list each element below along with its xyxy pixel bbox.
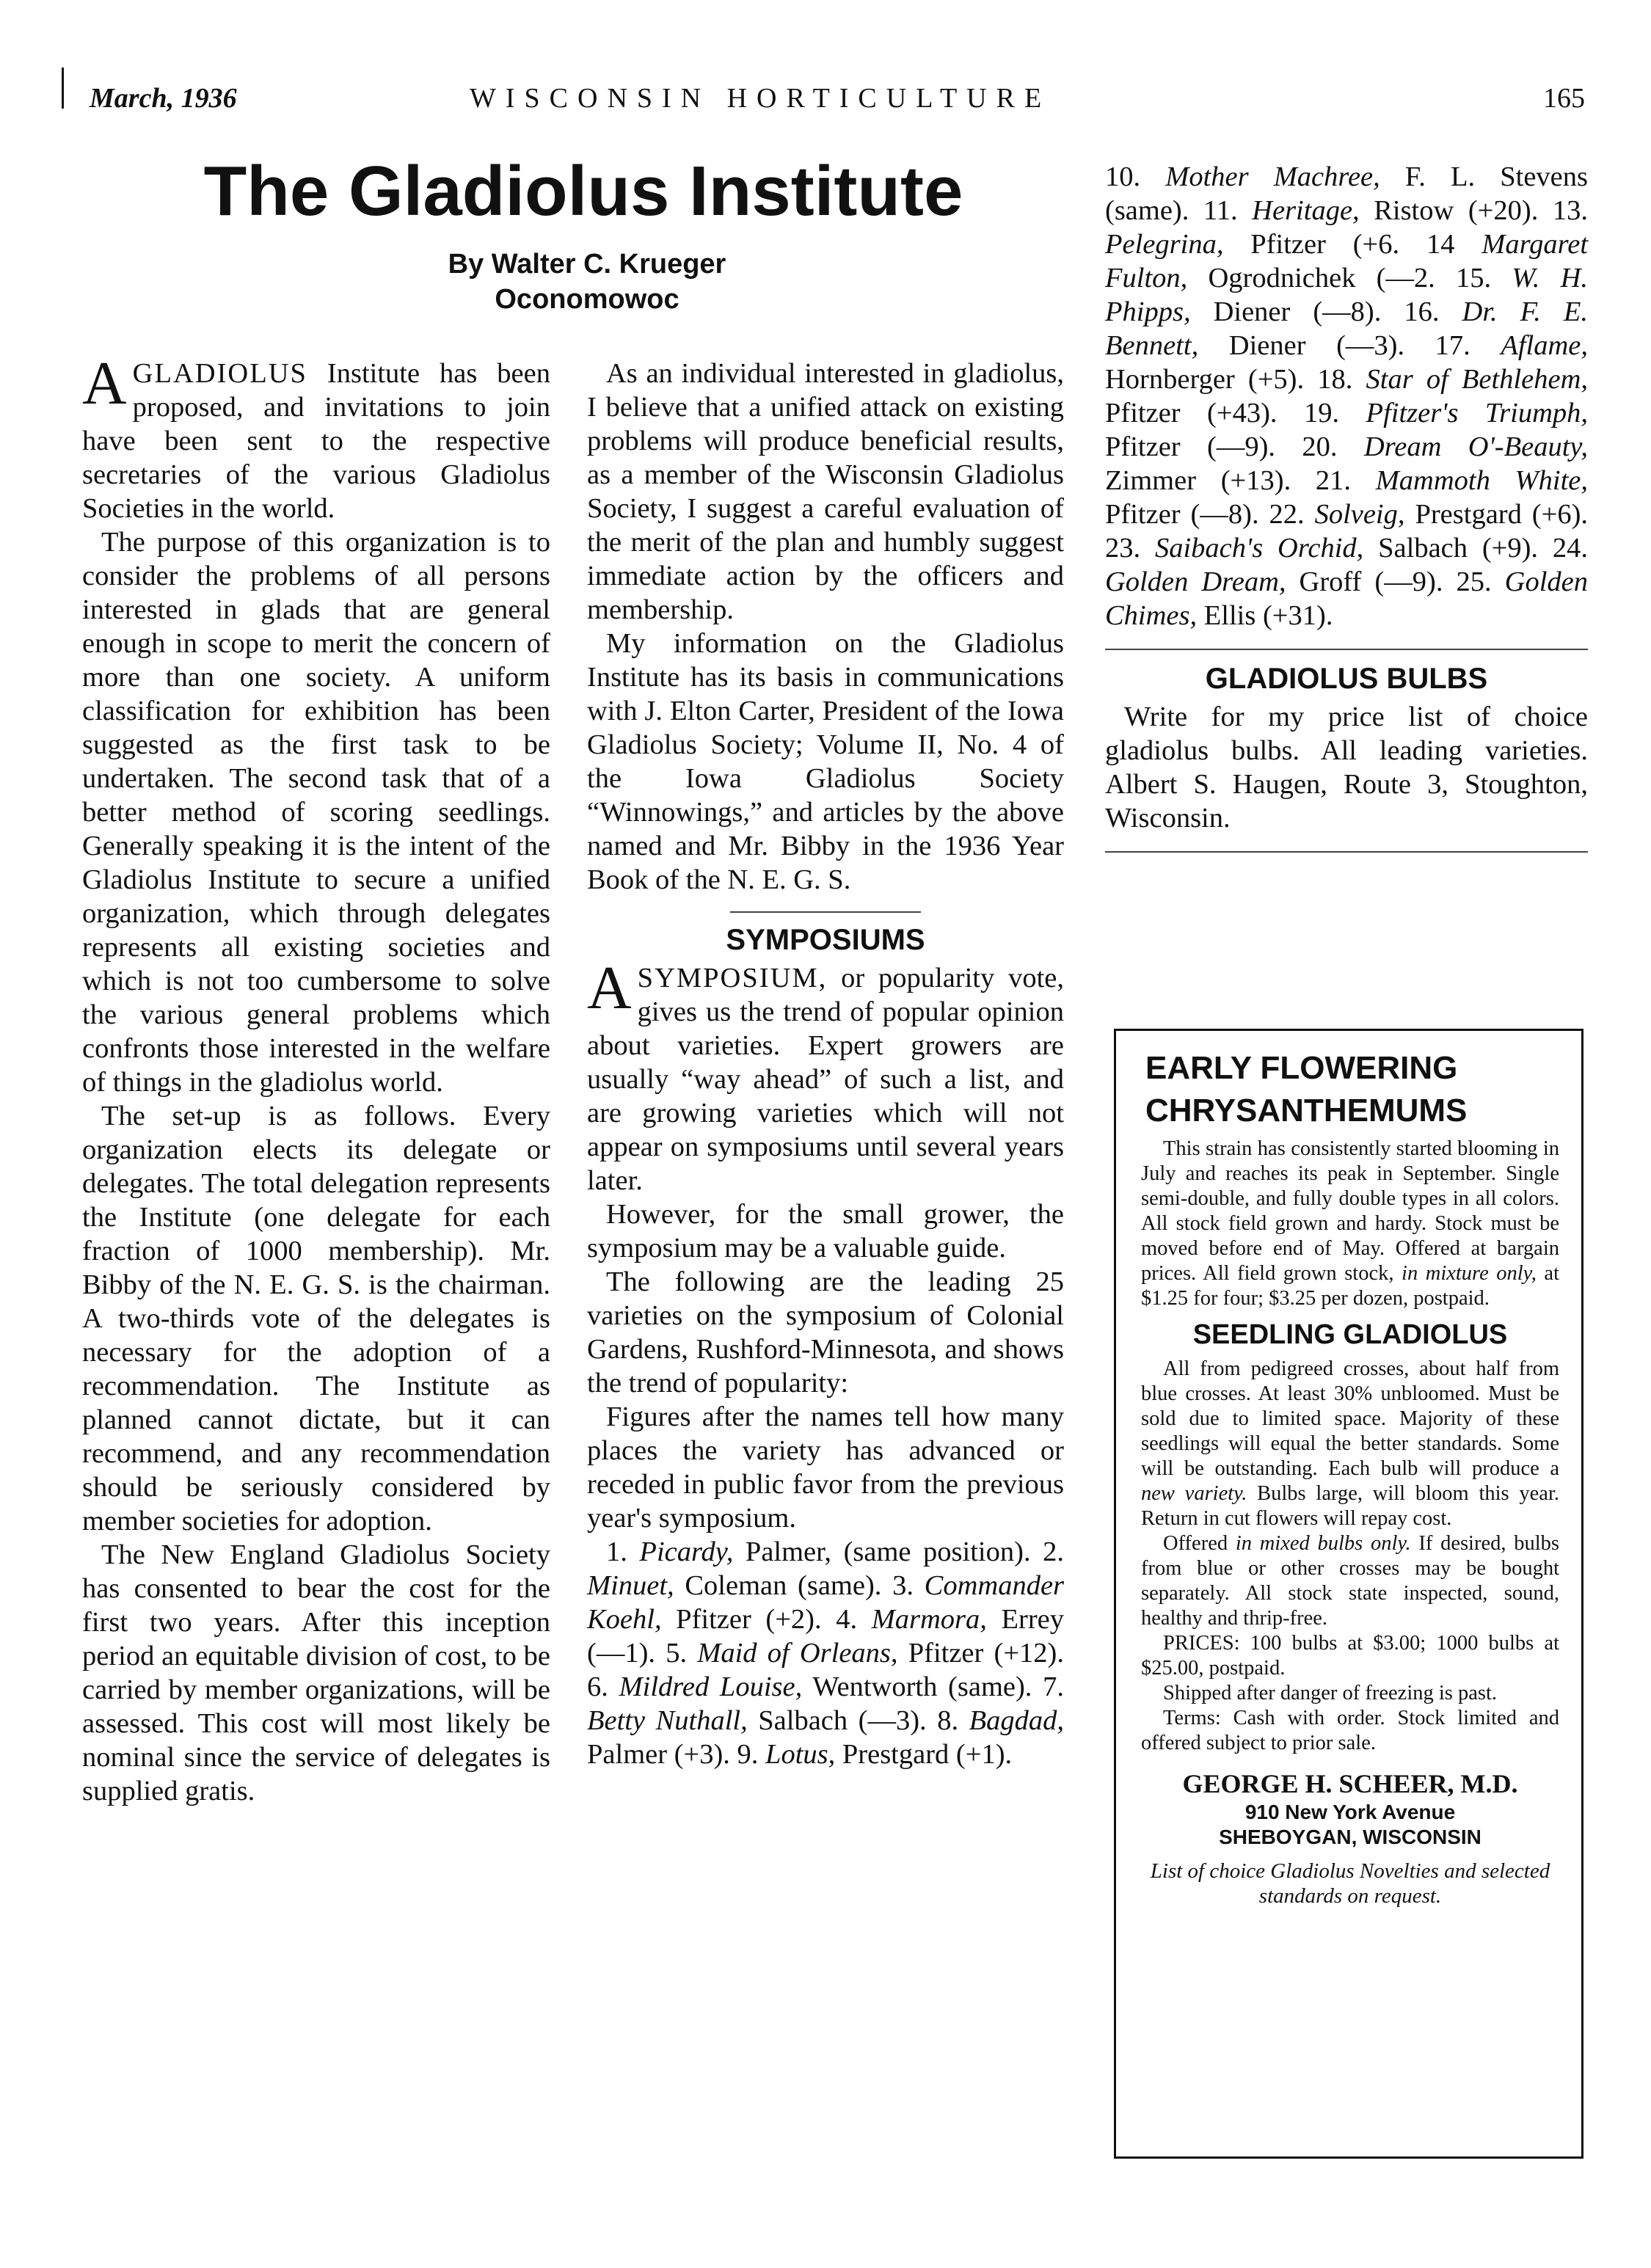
variety-entry: 13. Pelegrina, Pfitzer (+6. — [1105, 195, 1589, 260]
article-column-1 — [82, 349, 550, 1808]
drop-cap: A — [587, 954, 632, 1022]
paragraph: The purpose of this organization is to consider the problems of all persons interested in glads that are general enough in scope to merit the concern of more than one society. A uniform classification for exhibition has been suggested as the first task to be undertaken. The second task that of a better method of scoring seedlings. Generally speaking it is the intent of the Gladiolus Institute to secure a unified organization, which through delegates represents all existing societies and which is not too cumbersome to solve the various general problems which confronts those interested in the welfare of things in the gladiolus world. — [82, 527, 550, 1098]
variety-entry: 20. Dream O'-Beauty, Zimmer (+13). — [1105, 431, 1589, 496]
advertiser-city: SHEBOYGAN, WISCONSIN — [1219, 1826, 1481, 1848]
bulbs-ad-heading: GLADIOLUS BULBS — [1205, 663, 1488, 695]
article-column-2 — [587, 357, 1064, 1771]
variety-entry: 25. Golden Chimes, Ellis (+31). — [1105, 566, 1588, 631]
variety-entry: 22. Solveig, Prestgard (+6). — [1269, 499, 1589, 530]
byline — [367, 247, 807, 317]
paragraph: AGLADIOLUS Institute has been proposed, and invitations to join have been sent to the respective secretaries of the various Gladiolus Societies in the world. — [82, 349, 550, 524]
ad-title: EARLY FLOWERING CHRYSANTHEMUMS — [1145, 1050, 1468, 1128]
variety-entry: 10. Mother Machree, F. L. Stevens (same). — [1105, 161, 1588, 226]
variety-entry: 6. Mildred Louise, Wentworth (same). — [587, 1671, 1043, 1702]
seedling-heading: SEEDLING GLADIOLUS — [1192, 1319, 1508, 1350]
ad-paragraph: This strain has consistently started blooming in July and reaches its peak in September. Single semi-double, and fully double types in all colors. All stock field grown and hardy. Stock must be moved before end of May. Offered at bargain prices. All field grown stock, in mixture only, at $1.25 for four; $3.25 per dozen, postpaid. — [1141, 1137, 1559, 1310]
ad-paragraph: All from pedigreed crosses, about half from blue crosses. At least 30% unbloomed. Must be sold due to limited space. Majority of these seedlings will equal the better standards. Some will be outstanding. Each bulb will produce a new variety. Bulbs large, will bloom this year. Return in cut flowers will repay cost. — [1141, 1357, 1559, 1530]
article-column-3 — [1105, 160, 1588, 863]
variety-entry: 9. Lotus, Prestgard (+1). — [737, 1739, 1013, 1770]
journal-title: WISCONSIN HORTICULTURE — [470, 83, 1052, 114]
paragraph: However, for the small grower, the symposium may be a valuable guide. — [587, 1199, 1064, 1264]
variety-list-part-1 — [587, 1535, 1064, 1771]
symposiums-heading: SYMPOSIUMS — [726, 924, 925, 956]
variety-entry: 3. Commander Koehl, Pfitzer (+2). — [587, 1570, 1065, 1635]
variety-entry: 15. W. H. Phipps, Diener (—8). — [1105, 263, 1588, 327]
ad-terms: Terms: Cash with order. Stock limited and offered subject to prior sale. — [1141, 1707, 1559, 1754]
divider — [1105, 851, 1588, 853]
variety-entry: 24. Golden Dream, Groff (—9). — [1105, 533, 1588, 597]
variety-entry: 2. Minuet, Coleman (same). — [587, 1536, 1064, 1601]
variety-entry: 19. Pfitzer's Triumph, Pfitzer (—9). — [1105, 398, 1589, 462]
variety-entry: 4. Marmora, Errey (—1). — [587, 1604, 1064, 1669]
variety-entry: 18. Star of Bethlehem, Pfitzer (+43). — [1105, 364, 1589, 429]
variety-entry: 1. Picardy, Palmer, (same position). — [606, 1536, 1043, 1567]
paragraph: The following are the leading 25 varieties on the symposium of Colonial Gardens, Rushford-Minnesota, and shows the trend of popularity: — [587, 1266, 1064, 1399]
variety-entry: 14 Margaret Fulton, Ogrodnichek (—2. — [1105, 229, 1589, 293]
variety-entry: 11. Heritage, Ristow (+20). — [1203, 195, 1553, 226]
paragraph: My information on the Gladiolus Institute has its basis in communications with J. Elton Carter, President of the Iowa Gladiolus Society; Volume II, No. 4 of the Iowa Gladiolus Society “Winnowings,” and articles by the above named and Mr. Bibby in the 1936 Year Book of the N. E. G. S. — [587, 628, 1064, 895]
advertiser-name: GEORGE H. SCHEER, M.D. — [1182, 1769, 1518, 1798]
advertiser-street: 910 New York Avenue — [1244, 1801, 1456, 1823]
margin-rule — [62, 68, 64, 109]
variety-list-part-2 — [1105, 160, 1588, 632]
chrysanthemum-advertisement — [1114, 1029, 1583, 2159]
variety-entry: 23. Saibach's Orchid, Salbach (+9). — [1105, 533, 1553, 564]
paragraph: The New England Gladiolus Society has consented to bear the cost for the first two years. After this inception period an equitable division of cost, to be carried by member organizations, will be assessed. This cost will most likely be nominal since the service of delegates is supplied gratis. — [82, 1539, 550, 1806]
variety-entry: 16. Dr. F. E. Bennett, Diener (—3). — [1105, 296, 1589, 361]
ad-prices: PRICES: 100 bulbs at $3.00; 1000 bulbs at $25.00, postpaid. — [1141, 1632, 1559, 1680]
author-location: Oconomowoc — [495, 284, 679, 315]
ad-paragraph: Offered in mixed bulbs only. If desired, bulbs from blue or other crosses may be bought separately. All stock state inspected, sound, healthy and thrip-free. — [1141, 1532, 1559, 1630]
drop-cap: A — [82, 349, 127, 417]
divider — [1105, 649, 1588, 650]
variety-entry: 21. Mammoth White, Pfitzer (—8). — [1105, 465, 1588, 530]
variety-entry: 8. Bagdad, Palmer (+3). — [587, 1705, 1065, 1770]
variety-entry: 17. Aflame, Hornberger (+5). — [1105, 330, 1589, 395]
article-title: The Gladiolus Institute — [203, 152, 963, 230]
variety-entry: 5. Maid of Orleans, Pfitzer (+12). — [666, 1638, 1064, 1669]
bulbs-ad-text: Write for my price list of choice gladiolus bulbs. All leading varieties. Albert S. Haugen, Route 3, Stoughton, Wisconsin. — [1105, 701, 1588, 834]
issue-date: March, 1936 — [90, 83, 237, 114]
ad-footnote: List of choice Gladiolus Novelties and selected standards on request. — [1150, 1859, 1550, 1908]
paragraph: ASYMPOSIUM, or popularity vote, gives us the trend of popular opinion about varieties. Expert growers are usually “way ahead” of such a list, and are growing varieties which will not appear on symposiums until several years later. — [587, 954, 1064, 1196]
paragraph: The set-up is as follows. Every organization elects its delegate or delegates. The total delegation represents the Institute (one delegate for each fraction of 1000 membership). Mr. Bibby of the N. E. G. S. is the chairman. A two-thirds vote of the delegates is necessary for the adoption of a recommendation. The Institute as planned cannot dictate, but it can recommend, and any recommendation should be seriously considered by member societies for adoption. — [82, 1101, 550, 1536]
author: By Walter C. Krueger — [448, 249, 726, 280]
ad-shipping: Shipped after danger of freezing is past. — [1163, 1682, 1498, 1704]
paragraph: As an individual interested in gladiolus, I believe that a unified attack on existing problems will produce beneficial results, as a member of the Wisconsin Gladiolus Society, I suggest a careful evaluation of the merit of the plan and humbly suggest immediate action by the officers and membership. — [587, 358, 1064, 625]
divider — [730, 911, 921, 913]
variety-entry: 7. Betty Nuthall, Salbach (—3). — [587, 1671, 1064, 1736]
page-number: 165 — [1543, 83, 1585, 114]
paragraph: Figures after the names tell how many places the variety has advanced or receded in public favor from the previous year's symposium. — [587, 1401, 1064, 1534]
